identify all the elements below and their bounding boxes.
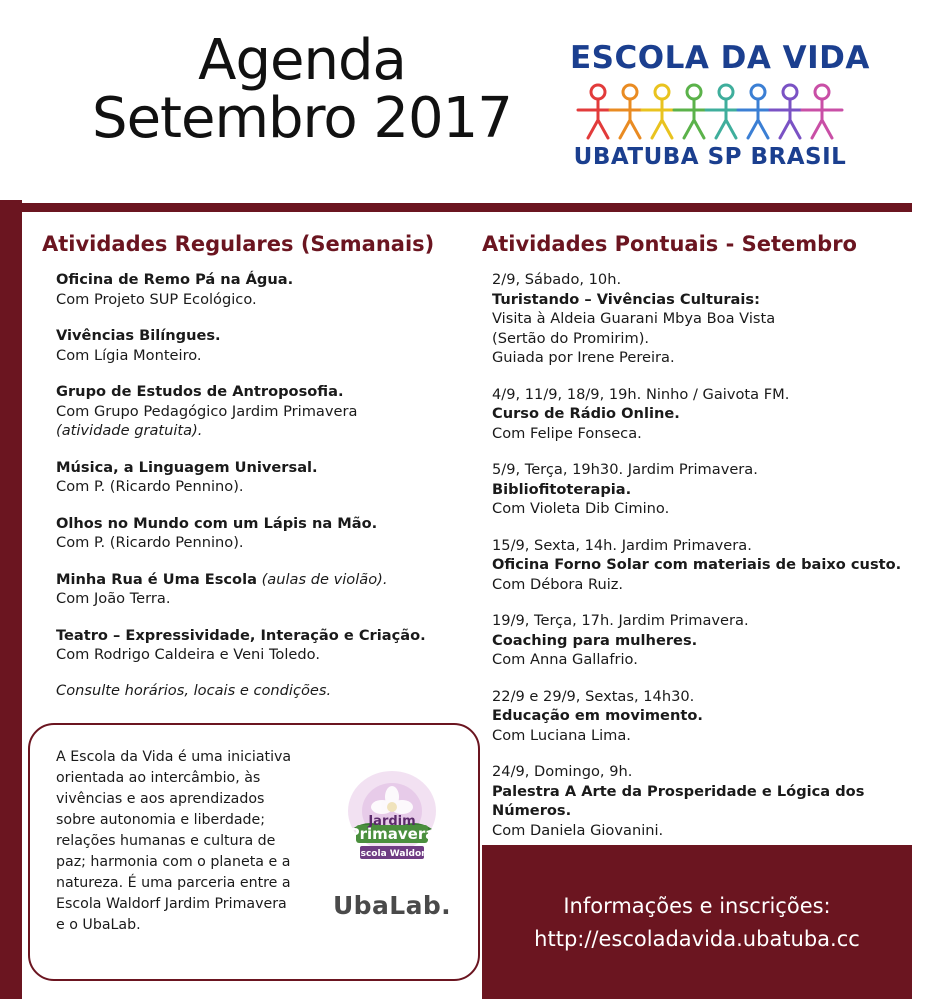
event-title: Coaching para mulheres. — [492, 631, 698, 649]
list-item — [482, 385, 902, 444]
partner-logos — [312, 767, 472, 920]
list-item — [482, 611, 902, 670]
list-item — [482, 270, 902, 368]
event-when: 22/9 e 29/9, Sextas, 14h30. — [492, 687, 695, 705]
activity-with: Com Projeto SUP Ecológico. — [56, 290, 257, 308]
list-item — [40, 458, 470, 497]
contact-info-url[interactable]: http://escoladavida.ubatuba.cc — [534, 926, 860, 951]
header — [22, 0, 934, 200]
activity-with: Com P. (Ricardo Pennino). — [56, 478, 244, 495]
event-when: 15/9, Sexta, 14h. Jardim Primavera. — [492, 536, 752, 554]
activity-title: Grupo de Estudos de Antroposofia. — [56, 383, 344, 400]
activity-title: Música, a Linguagem Universal. — [56, 458, 318, 476]
activity-title-italic: (aulas de violão). — [256, 570, 388, 588]
event-title: Bibliofitoterapia. — [492, 480, 632, 498]
event-with: Com Débora Ruiz. — [492, 575, 624, 593]
contact-info-label: Informações e inscrições: — [563, 893, 831, 918]
escola-da-vida-logo — [570, 40, 870, 180]
jardim-primavera-logo-icon — [322, 767, 462, 877]
list-item — [482, 460, 902, 519]
list-item — [40, 570, 470, 609]
activity-with: Com João Terra. — [56, 590, 171, 607]
list-item — [40, 270, 470, 309]
page-title — [42, 28, 562, 151]
svg-text:Jardim: Jardim — [368, 814, 416, 829]
activity-title: Oficina de Remo Pá na Água. — [56, 271, 294, 288]
svg-text:Escola Waldorf: Escola Waldorf — [354, 849, 430, 859]
regular-activities-heading: Atividades Regulares (Semanais) — [42, 232, 435, 256]
event-title: Curso de Rádio Online. — [492, 405, 680, 422]
event-with: Com Daniela Giovanini. — [492, 821, 664, 839]
activity-title: Minha Rua é Uma Escola — [56, 570, 257, 588]
event-with: Com Luciana Lima. — [492, 726, 631, 744]
regular-activities-note: Consulte horários, locais e condições. — [56, 681, 332, 699]
ubalab-logo-text: UbaLab. — [332, 891, 452, 920]
event-detail: (Sertão do Promirim). — [492, 329, 650, 347]
event-title: Palestra A Arte da Prosperidade e Lógica dos Números. — [492, 782, 865, 819]
svg-text:Primavera: Primavera — [348, 825, 436, 843]
activity-title: Vivências Bilíngues. — [56, 327, 221, 344]
logo-top-text: ESCOLA DA VIDA — [570, 40, 870, 76]
logo-bottom-text: UBATUBA SP BRASIL — [573, 144, 847, 170]
contact-info-box — [482, 845, 912, 999]
special-activities-column — [482, 232, 902, 857]
special-activities-heading: Atividades Pontuais - Setembro — [482, 232, 857, 256]
event-title: Educação em movimento. — [492, 707, 703, 724]
activity-with: Com Lígia Monteiro. — [56, 346, 202, 364]
event-title: Oficina Forno Solar com materiais de baixo custo. — [492, 556, 902, 573]
logo-people-figures-icon — [570, 80, 850, 142]
event-with: Com Anna Gallafrio. — [492, 651, 638, 668]
activity-with: Com Grupo Pedagógico Jardim Primavera — [56, 402, 358, 420]
event-with: Com Felipe Fonseca. — [492, 424, 642, 442]
page-title-line2: Setembro 2017 — [92, 86, 512, 151]
list-item — [40, 382, 470, 441]
event-when: 24/9, Domingo, 9h. — [492, 763, 633, 780]
list-item — [482, 536, 902, 595]
activity-extra: (atividade gratuita). — [56, 422, 203, 439]
regular-activities-column — [40, 232, 470, 699]
page-title-line1: Agenda — [198, 28, 406, 93]
list-item — [40, 626, 470, 665]
about-card-text: A Escola da Vida é uma iniciativa orientada ao intercâmbio, às vivências e aos aprendizados sobre autonomia e liberdade; relações humanas e cultura de paz; harmonia com o planeta e a natureza. É uma parceria entre a Escola Waldorf Jardim Primavera e o UbaLab. — [56, 749, 292, 933]
activity-with: Com Rodrigo Caldeira e Veni Toledo. — [56, 646, 320, 663]
event-detail: Visita à Aldeia Guarani Mbya Boa Vista — [492, 310, 776, 327]
list-item — [482, 687, 902, 746]
activity-title: Teatro – Expressividade, Interação e Criação. — [56, 626, 426, 644]
event-with: Com Violeta Dib Cimino. — [492, 500, 670, 517]
activity-with: Com P. (Ricardo Pennino). — [56, 534, 244, 551]
list-item — [40, 326, 470, 365]
about-card — [28, 723, 480, 981]
list-item — [40, 514, 470, 553]
header-divider-rule — [22, 203, 912, 212]
event-when: 2/9, Sábado, 10h. — [492, 271, 622, 288]
list-item — [482, 762, 902, 840]
event-with: Guiada por Irene Pereira. — [492, 349, 675, 366]
event-when: 19/9, Terça, 17h. Jardim Primavera. — [492, 612, 749, 629]
event-when: 4/9, 11/9, 18/9, 19h. Ninho / Gaivota FM. — [492, 385, 790, 403]
activity-title: Olhos no Mundo com um Lápis na Mão. — [56, 514, 378, 532]
spine-top-mask — [0, 0, 22, 200]
event-title: Turistando – Vivências Culturais: — [492, 290, 760, 308]
event-when: 5/9, Terça, 19h30. Jardim Primavera. — [492, 461, 758, 478]
